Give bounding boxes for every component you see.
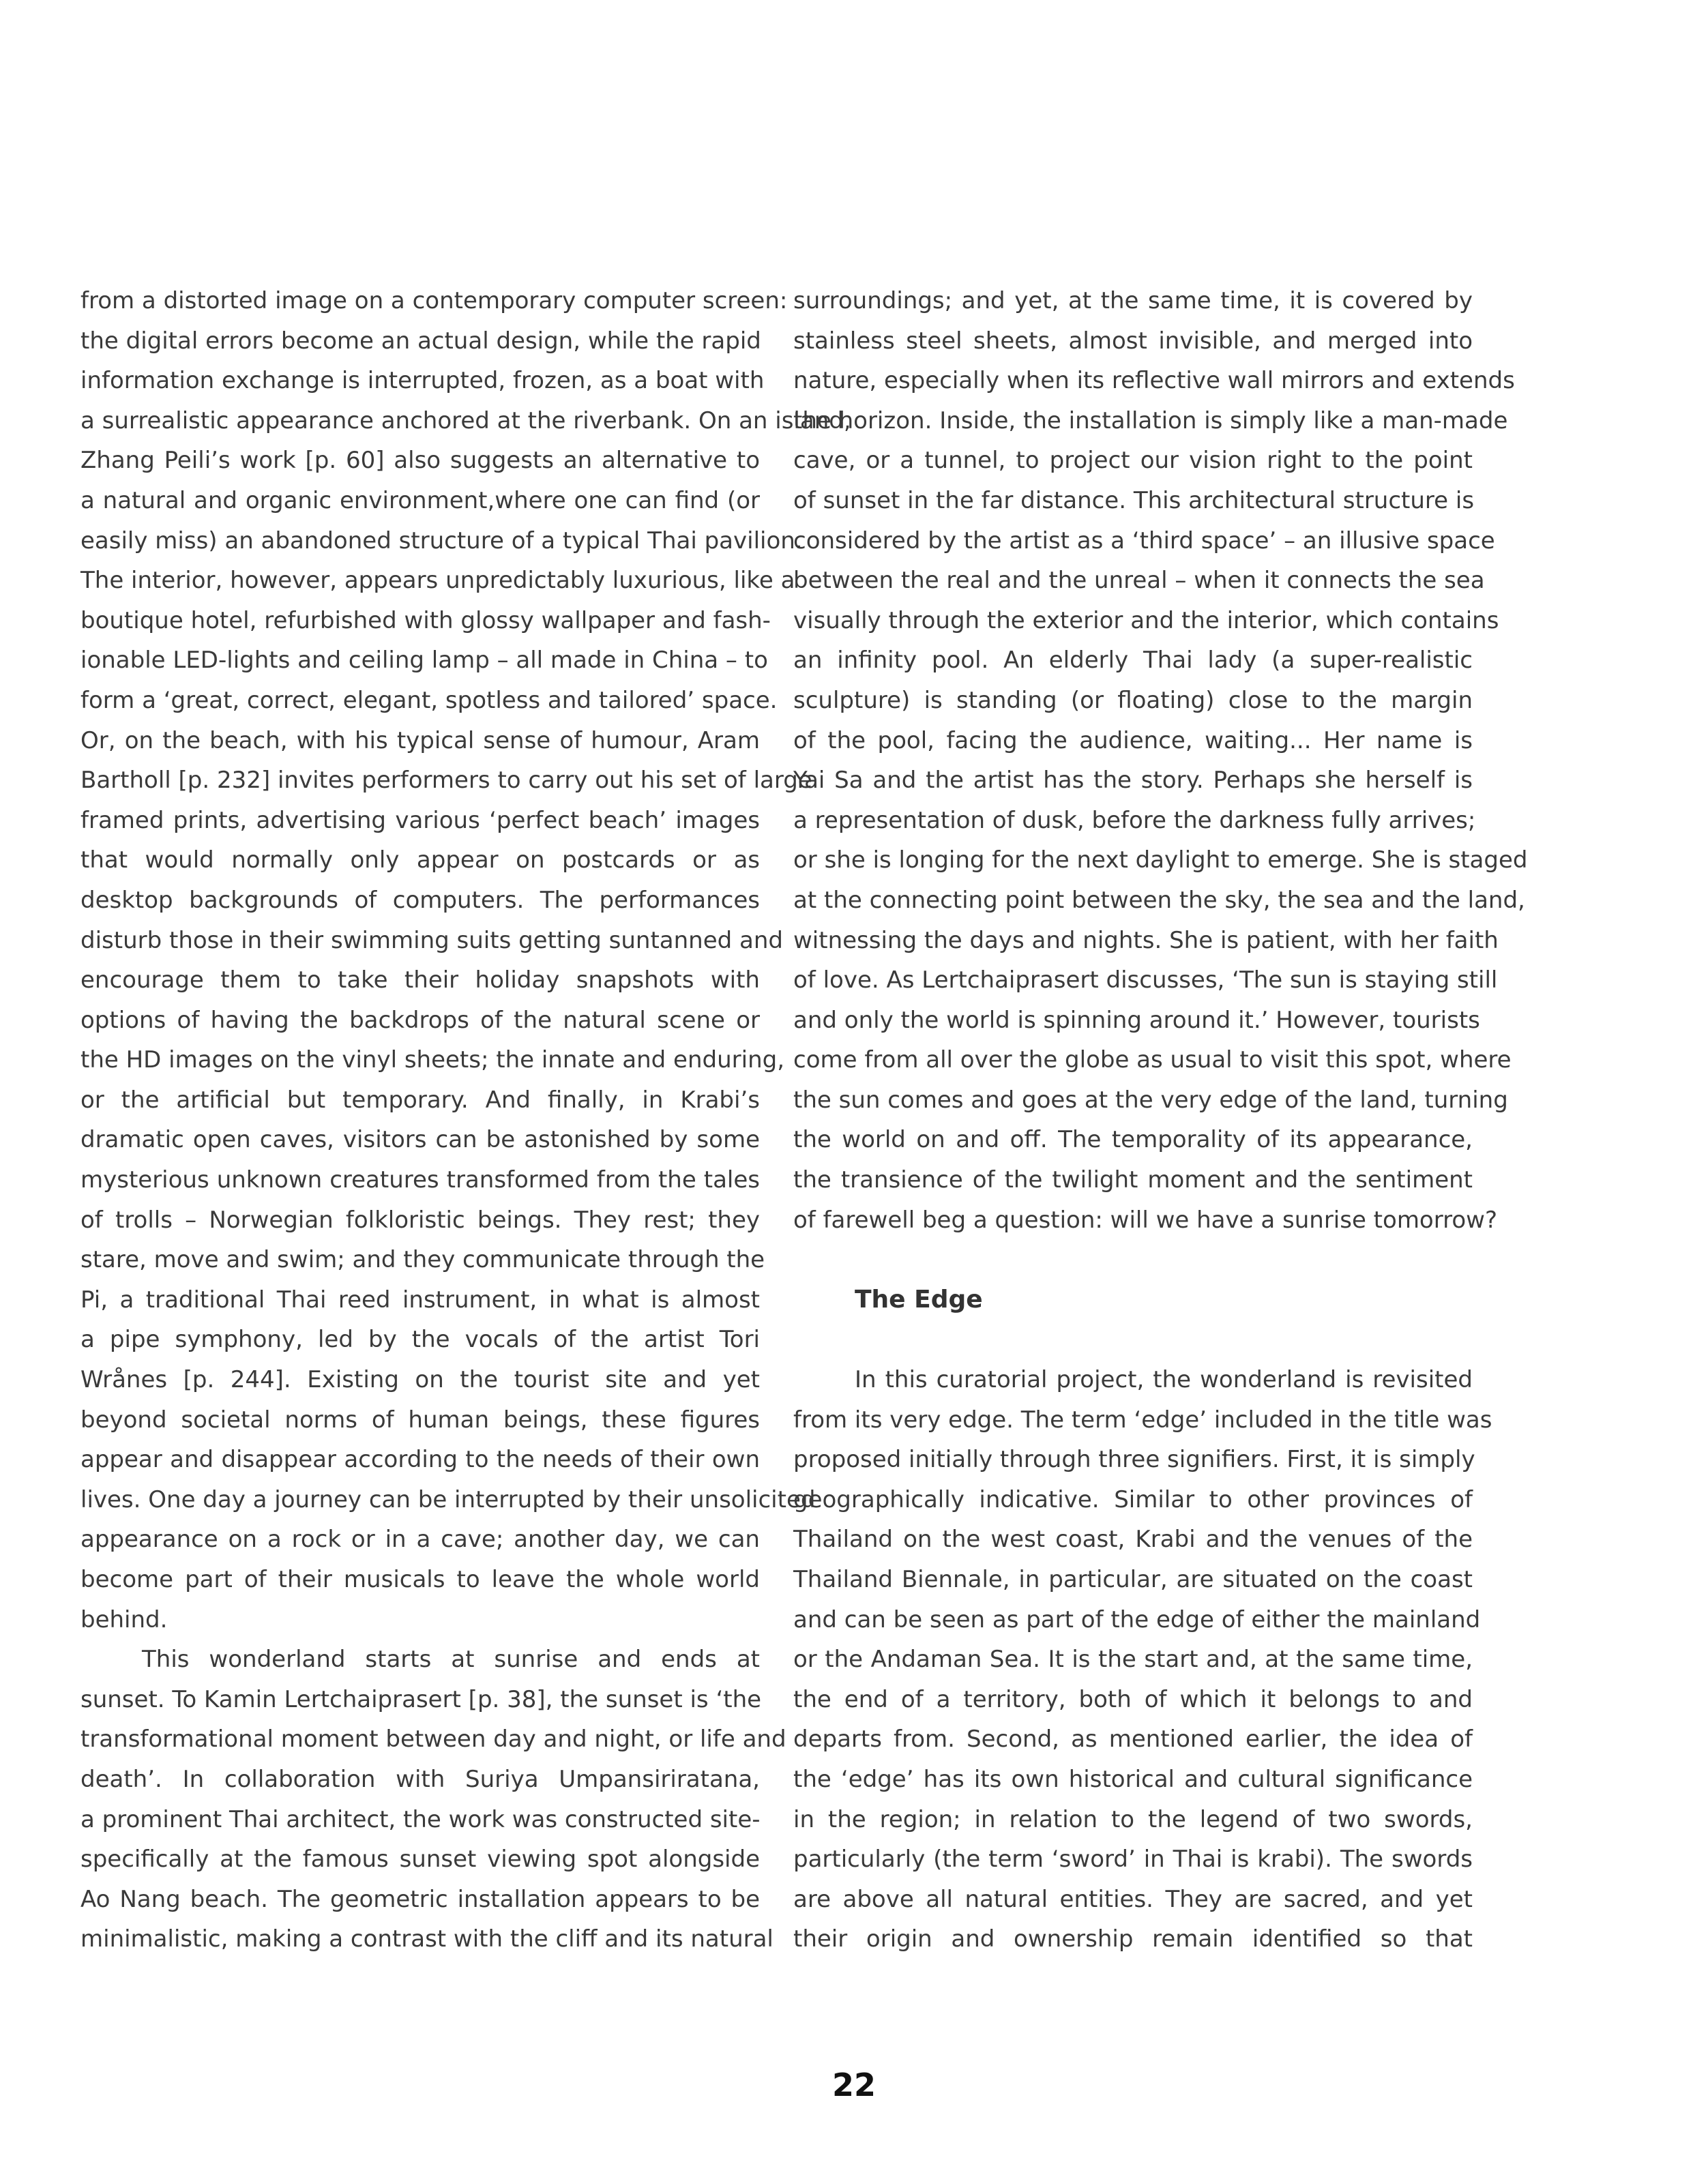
text-line: of farewell beg a question: will we have a sunrise tomorrow? [793,1206,1498,1234]
text-line: geographically indicative. Similar to other provinces of [793,1485,1473,1513]
text-line: form a ‘great, correct, elegant, spotless and tailored’ space. [80,686,778,714]
text-line: a surrealistic appearance anchored at the riverbank. On an island, [80,406,851,434]
text-line: of trolls – Norwegian folkloristic beings. They rest; they [80,1206,760,1234]
text-line: that would normally only appear on postcards or as [80,846,760,874]
left-column [80,281,851,1959]
text-line: death’. In collaboration with Suriya Umpansiriratana, [80,1765,760,1793]
text-line: the sun comes and goes at the very edge of the land, turning [793,1086,1508,1114]
text-line: come from all over the globe as usual to visit this spot, where [793,1046,1512,1074]
text-line: boutique hotel, refurbished with glossy wallpaper and fash- [80,606,771,634]
text-line: surroundings; and yet, at the same time, it is covered by [793,287,1473,314]
text-line: the ‘edge’ has its own historical and cultural significance [793,1765,1473,1793]
text-line: stare, move and swim; and they communicate through the [80,1246,765,1274]
text-line: a natural and organic environment,where one can find (or [80,486,760,514]
text-line: Ao Nang beach. The geometric installation appears to be [80,1885,760,1913]
page-number: 22 [831,2067,876,2103]
text-line: Zhang Peili’s work [p. 60] also suggests an alternative to [80,447,760,475]
text-line: sunset. To Kamin Lertchaiprasert [p. 38], the sunset is ‘the [80,1685,762,1713]
text-line: dramatic open caves, visitors can be astonished by some [80,1126,760,1154]
text-line: their origin and ownership remain identified so that [793,1925,1473,1953]
text-line: between the real and the unreal – when it connects the sea [793,567,1485,595]
text-line: considered by the artist as a ‘third space’ – an illusive space [793,527,1495,554]
text-line: Pi, a traditional Thai reed instrument, in what is almost [80,1286,760,1314]
text-line: behind. [80,1606,168,1633]
text-line: a prominent Thai architect, the work was constructed site- [80,1805,761,1833]
text-line: Thailand on the west coast, Krabi and the venues of the [793,1526,1473,1554]
text-line: or she is longing for the next daylight to emerge. She is staged [793,846,1528,874]
text-line: Yai Sa and the artist has the story. Perhaps she herself is [793,767,1473,795]
text-line: an infinity pool. An elderly Thai lady (a super-realistic [793,647,1473,675]
text-line: the horizon. Inside, the installation is simply like a man-made [793,406,1508,434]
text-line: of sunset in the far distance. This architectural structure is [793,486,1475,514]
text-line: and can be seen as part of the edge of either the mainland [793,1606,1481,1633]
text-line: Or, on the beach, with his typical sense of humour, Aram [80,726,760,754]
text-line: in the region; in relation to the legend of two swords, [793,1805,1473,1833]
text-line: specifically at the famous sunset viewing spot alongside [80,1846,760,1874]
text-line: framed prints, advertising various ‘perfect beach’ images [80,806,760,834]
text-line: from a distorted image on a contemporary computer screen: [80,287,788,314]
text-line: the digital errors become an actual design, while the rapid [80,327,761,355]
text-line: ionable LED-lights and ceiling lamp – all made in China – to [80,647,768,675]
text-line: of love. As Lertchaiprasert discusses, ‘The sun is staying still [793,966,1498,994]
text-line: Wrånes [p. 244]. Existing on the tourist site and yet [80,1366,760,1394]
text-line: In this curatorial project, the wonderland is revisited [855,1366,1473,1394]
text-line: particularly (the term ‘sword’ in Thai is krabi). The swords [793,1846,1473,1874]
text-line: appearance on a rock or in a cave; another day, we can [80,1526,760,1554]
text-line: cave, or a tunnel, to project our vision right to the point [793,447,1473,475]
text-line: the world on and off. The temporality of its appearance, [793,1126,1473,1154]
text-line: stainless steel sheets, almost invisible, and merged into [793,327,1473,355]
text-line: a representation of dusk, before the darkness fully arrives; [793,806,1476,834]
text-line: mysterious unknown creatures transformed from the tales [80,1166,760,1194]
text-line: minimalistic, making a contrast with the cliff and its natural [80,1925,774,1953]
text-line: Bartholl [p. 232] invites performers to carry out his set of large [80,767,812,795]
text-line: the end of a territory, both of which it belongs to and [793,1685,1473,1713]
text-line: a pipe symphony, led by the vocals of the artist Tori [80,1326,760,1354]
text-line: or the Andaman Sea. It is the start and, at the same time, [793,1646,1473,1674]
text-line: the HD images on the vinyl sheets; the innate and enduring, [80,1046,785,1074]
text-line: transformational moment between day and night, or life and [80,1726,786,1754]
text-line: of the pool, facing the audience, waiting... Her name is [793,726,1473,754]
text-line: lives. One day a journey can be interrupted by their unsolicited [80,1485,816,1513]
text-line: witnessing the days and nights. She is patient, with her faith [793,926,1499,954]
spacer [793,1320,1473,1360]
text-line: proposed initially through three signifiers. First, it is simply [793,1446,1475,1474]
text-line: nature, especially when its reflective wall mirrors and extends [793,367,1515,395]
text-line: become part of their musicals to leave the whole world [80,1566,760,1593]
text-line: information exchange is interrupted, frozen, as a boat with [80,367,765,395]
text-line: departs from. Second, as mentioned earlier, the idea of [793,1726,1473,1754]
text-line: are above all natural entities. They are sacred, and yet [793,1885,1473,1913]
text-line: or the artificial but temporary. And finally, in Krabi’s [80,1086,760,1114]
text-line: sculpture) is standing (or floating) close to the margin [793,686,1473,714]
text-line: Thailand Biennale, in particular, are situated on the coast [793,1566,1473,1593]
text-line: easily miss) an abandoned structure of a typical Thai pavilion. [80,527,803,554]
text-line: options of having the backdrops of the natural scene or [80,1006,760,1034]
right-column [793,281,1528,1959]
text-line: appear and disappear according to the needs of their own [80,1446,760,1474]
text-line: encourage them to take their holiday snapshots with [80,966,760,994]
text-line: the transience of the twilight moment and the sentiment [793,1166,1473,1194]
text-line: disturb those in their swimming suits getting suntanned and [80,926,783,954]
section-heading: The Edge [855,1285,983,1314]
text-line: The interior, however, appears unpredictably luxurious, like a [80,567,795,595]
text-line: beyond societal norms of human beings, these figures [80,1406,760,1434]
text-line: This wonderland starts at sunrise and ends at [142,1646,760,1674]
spacer [793,1240,1473,1280]
text-line: at the connecting point between the sky, the sea and the land, [793,886,1525,914]
text-line: desktop backgrounds of computers. The performances [80,886,760,914]
text-line: from its very edge. The term ‘edge’ included in the title was [793,1406,1492,1434]
text-line: and only the world is spinning around it.’ However, tourists [793,1006,1480,1034]
text-line: visually through the exterior and the interior, which contains [793,606,1499,634]
